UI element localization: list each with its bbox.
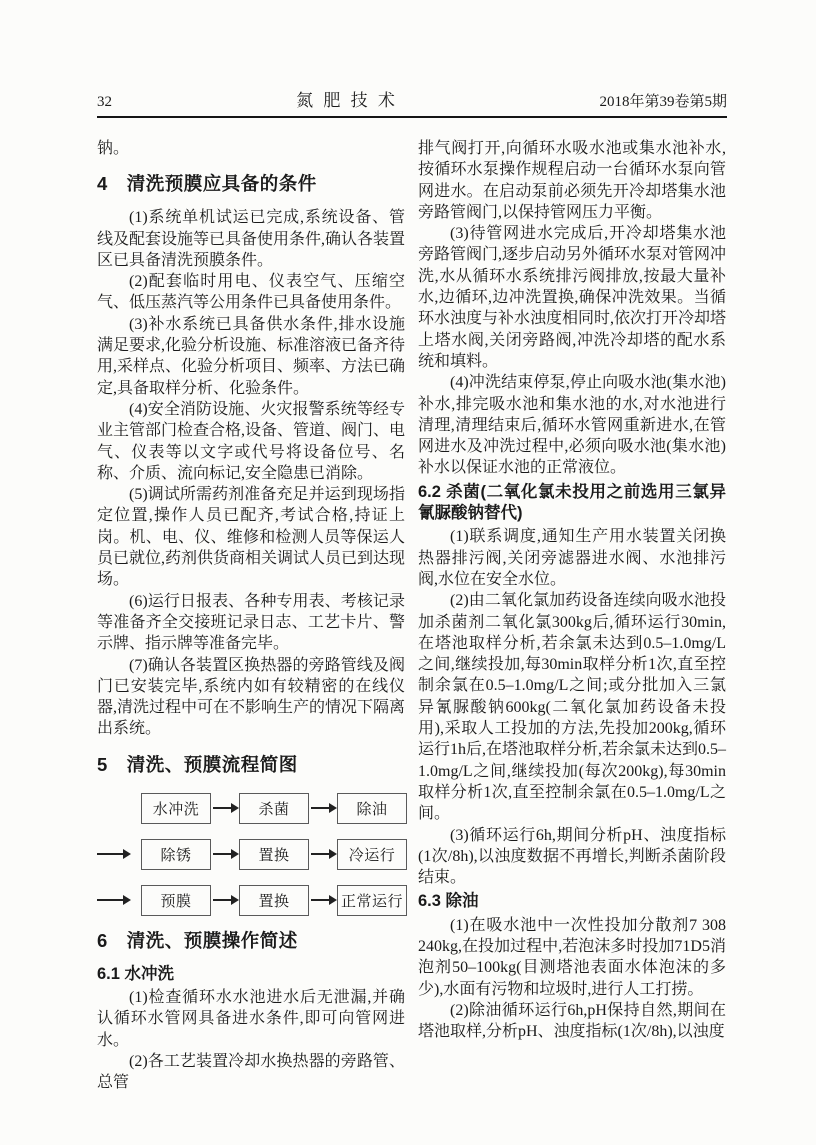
paragraph: (2)由二氧化氯加药设备连续向吸水池投加杀菌剂二氧化氯300kg后,循环运行30min,在塔池取样分析,若余氯未达到0.5–1.0mg/L之间,继续投加,每30min取样分析1次,直至控制余氯在0.5–1.0mg/L之间;或分批加入三氯异氰脲酸钠600kg(二氧化氯加药设备未投用),采取人工投加的方法,先投加200kg,循环运行1h后,在塔池取样分析,若余氯未达到0.5–1.0mg/L之间,继续投加(每次200kg),每30min取样分析1次,直至控制余氯在0.5–1.0mg/L之间。	[418, 592, 727, 823]
paragraph: (6)运行日报表、各种专用表、考核记录等准备齐全交接班记录日志、工艺卡片、警示牌、指示牌等准备完毕。	[97, 592, 405, 653]
header-rule	[97, 116, 727, 118]
left-column	[97, 138, 405, 1094]
page-number: 32	[97, 94, 112, 110]
section-6-2-heading: 6.2 杀菌(二氧化氯未投用之前选用三氯异氰脲酸钠替代)	[418, 482, 726, 523]
flow-box-displace-1: 置换	[239, 839, 309, 870]
flow-box-derust: 除锈	[141, 839, 211, 870]
flow-arrow-right-icon	[311, 807, 335, 809]
flow-box-prefilm: 预膜	[141, 885, 211, 916]
paragraph: (4)安全消防设施、火灾报警系统等经专业主管部门检查合格,设备、管道、阀门、电气、仪表等以文字或代号将设备位号、名称、介质、流向标记,安全隐患已消除。	[97, 400, 406, 482]
paragraph: (4)冲洗结束停泵,停止向吸水池(集水池)补水,排完吸水池和集水池的水,对水池进行清理,清理结束后,循环水管网重新进水,在管网进水及冲洗过程中,必须向吸水池(集水池)补水以保证水池的正常液位。	[418, 374, 726, 477]
section-6-3-heading: 6.3 除油	[418, 892, 479, 911]
flow-row-1	[97, 793, 405, 824]
flow-row-3-entry	[97, 899, 141, 901]
page-header	[97, 86, 727, 111]
issue-info: 2018年第39卷第5期	[599, 94, 727, 110]
flow-row-2-entry	[97, 853, 141, 855]
paragraph: (1)联系调度,通知生产用水装置关闭换热器排污阀,关闭旁滤器进水阀、水池排污阀,水位在安全水位。	[418, 528, 726, 588]
section-6-1-heading: 6.1 水冲洗	[97, 964, 175, 983]
flow-arrow-right-icon	[213, 853, 237, 855]
flow-box-displace-2: 置换	[239, 885, 309, 916]
flow-box-water-flush: 水冲洗	[141, 793, 211, 824]
process-flow-diagram	[97, 793, 405, 916]
paragraph: (2)配套临时用电、仪表空气、压缩空气、低压蒸汽等公用条件已具备使用条件。	[97, 273, 405, 312]
flow-box-normal-run: 正常运行	[337, 885, 407, 916]
flow-arrow-right-icon	[311, 899, 335, 901]
paragraph: (5)调试所需药剂准备充足并运到现场指定位置,操作人员已配齐,考试合格,持证上岗。机、电、仪、维修和检测人员等保运人员已就位,药剂供货商相关调试人员已到达现场。	[97, 486, 406, 589]
paragraph: (3)循环运行6h,期间分析pH、浊度指标(1次/8h),以浊度数据不再增长,判断杀菌阶段结束。	[418, 826, 726, 887]
section-4-heading: 4 清洗预膜应具备的条件	[97, 173, 317, 195]
journal-title: 氮 肥 技 术	[296, 91, 398, 110]
flow-arrow-right-icon	[311, 853, 335, 855]
flow-arrow-right-icon	[97, 899, 129, 901]
right-column	[418, 138, 726, 1094]
flow-arrow-right-icon	[213, 899, 237, 901]
section-6-heading: 6 清洗、预膜操作简述	[97, 929, 298, 951]
flow-arrow-right-icon	[97, 853, 129, 855]
paragraph: (1)系统单机试运已完成,系统设备、管线及配套设施等已具备使用条件,确认各装置区已具备清洗预膜条件。	[97, 209, 406, 269]
paragraph: (2)除油循环运行6h,pH保持自然,期间在塔池取样,分析pH、浊度指标(1次/8h),以浊度	[418, 1001, 726, 1041]
paragraph: (1)检查循环水水池进水后无泄漏,并确认循环水管网具备进水条件,即可向管网进水。	[97, 989, 405, 1049]
flow-box-degrease: 除油	[337, 793, 407, 824]
paragraph: (2)各工艺装置冷却水换热器的旁路管、总管	[97, 1052, 405, 1092]
paragraph: (3)补水系统已具备供水条件,排水设施满足要求,化验分析设施、标准溶液已备齐待用,采样点、化验分析项目、频率、方法已确定,具备取样分析、化验条件。	[97, 315, 406, 397]
two-column-body	[97, 138, 727, 1094]
paragraph: (7)确认各装置区换热器的旁路管线及阀门已安装完毕,系统内如有较精密的在线仪器,清洗过程中可在不影响生产的情况下隔离出系统。	[97, 656, 406, 738]
paragraph-continuation: 排气阀打开,向循环水吸水池或集水池补水,按循环水泵操作规程启动一台循环水泵向管网进水。在启动泵前必须先开冷却塔集水池旁路管阀门,以保持管网压力平衡。	[418, 140, 726, 221]
flow-box-cold-run: 冷运行	[337, 839, 407, 870]
flow-row-2	[97, 839, 405, 870]
section-5-heading: 5 清洗、预膜流程简图	[97, 753, 298, 775]
flow-row-3	[97, 885, 405, 916]
paragraph: (1)在吸水池中一次性投加分散剂7 308 240kg,在投加过程中,若泡沫多时投加71D5消泡剂50–100kg(目测塔池表面水体泡沫的多少),水面有污物和垃圾时,进行人工打捞。	[418, 916, 726, 998]
flow-arrow-right-icon	[213, 807, 237, 809]
flow-box-sterilize: 杀菌	[239, 793, 309, 824]
paragraph: (3)待管网进水完成后,开冷却塔集水池旁路管阀门,逐步启动另外循环水泵对管网冲洗,水从循环水系统排污阀排放,按最大量补水,边循环,边冲洗置换,确保冲洗效果。当循环水浊度与补水浊度相同时,依次打开冷却塔上塔水阀,关闭旁路阀,冲洗冷却塔的配水系统和填料。	[418, 225, 727, 370]
paragraph-continuation: 钠。	[97, 140, 130, 157]
